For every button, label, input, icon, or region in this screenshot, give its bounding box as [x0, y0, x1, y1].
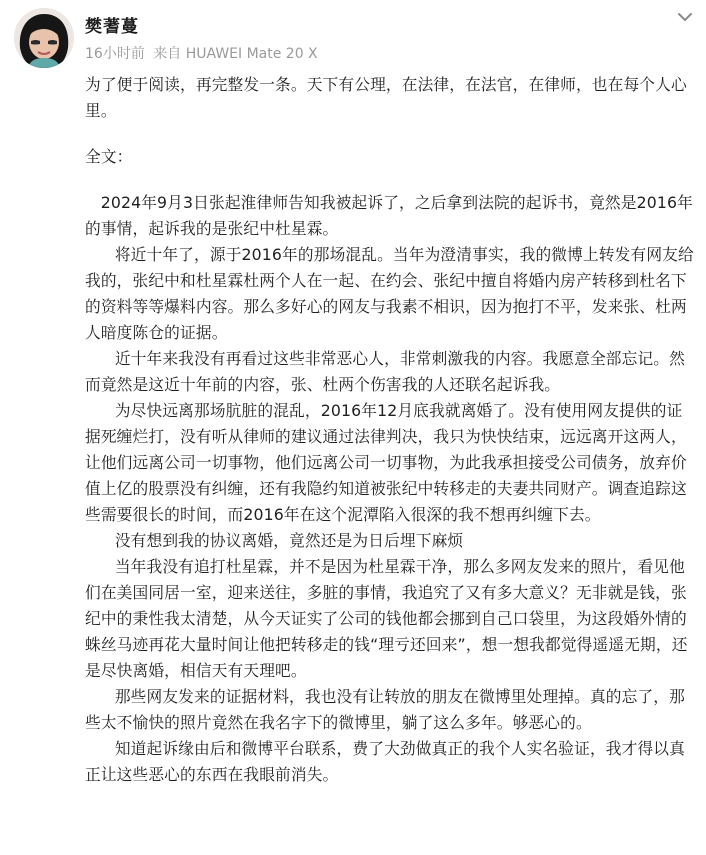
avatar[interactable]: [14, 8, 74, 68]
avatar-image: [14, 8, 74, 68]
paragraph-1: 2024年9月3日张起淮律师告知我被起诉了，之后拿到法院的起诉书，竟然是2016年的事情，起诉我的是张纪中杜星霖。: [85, 193, 693, 238]
paragraph-8: 知道起诉缘由后和微博平台联系，费了大劲做真正的我个人实名验证，我才得以真正让这些恶心的东西在我眼前消失。: [85, 739, 685, 784]
post-time[interactable]: 16小时前: [85, 46, 145, 62]
post-source: 来自 HUAWEI Mate 20 X: [153, 46, 318, 62]
post-meta: [85, 43, 322, 63]
fulltext-label: 全文：: [85, 147, 133, 166]
post-content: [85, 72, 697, 788]
paragraph-6: 当年我没有追打杜星霖，并不是因为杜星霖干净，那么多网友发来的照片，看见他们在美国同居一室，迎来送往，多脏的事情，我追究了又有多大意义？无非就是钱，张纪中的秉性我太清楚，从今天证实了公司的钱他都会挪到自己口袋里，为这段婚外情的蛛丝马迹再花大量时间让他把转移走的钱“理亏还回来”，想一想我都觉得遥遥无期，还是尽快离婚，相信天有天理吧。: [85, 557, 688, 680]
paragraph-5: 没有想到我的协议离婚，竟然还是为日后埋下麻烦: [114, 531, 464, 550]
author-name[interactable]: 樊蓍蔓: [85, 17, 139, 37]
post-intro: 为了便于阅读，再完整发一条。天下有公理，在法律，在法官，在律师，也在每个人心里。: [85, 75, 687, 120]
post-header: [0, 0, 706, 76]
paragraph-3: 近十年来我没有再看过这些非常恶心人，非常刺激我的内容。我愿意全部忘记。然而竟然是这近十年前的内容，张、杜两个伤害我的人还联名起诉我。: [85, 349, 685, 394]
chevron-down-icon[interactable]: [672, 6, 698, 28]
paragraph-4: 为尽快远离那场肮脏的混乱，2016年12月底我就离婚了。没有使用网友提供的证据死缠烂打，没有听从律师的建议通过法律判决，我只为快快结束，远远离开这两人，让他们远离公司一切事物，他们远离公司一切事物，为此我承担接受公司债务，放弃价值上亿的股票没有纠缠，还有我隐约知道被张纪中转移走的夫妻共同财产。调查追踪这些需要很长的时间，而2016年在这个泥潭陷入很深的我不想再纠缠下去。: [85, 401, 687, 524]
paragraph-2: 将近十年了，源于2016年的那场混乱。当年为澄清事实，我的微博上转发有网友给我的，张纪中和杜星霖杜两个人在一起、在约会、张纪中擅自将婚内房产转移到杜名下的资料等等爆料内容。那么多好心的网友与我素不相识，因为抱打不平，发来张、杜两人暗度陈仓的证据。: [85, 245, 694, 342]
paragraph-7: 那些网友发来的证据材料，我也没有让转放的朋友在微博里处理掉。真的忘了，那些太不愉快的照片竟然在我名字下的微博里，躺了这么多年。够恶心的。: [85, 687, 685, 732]
